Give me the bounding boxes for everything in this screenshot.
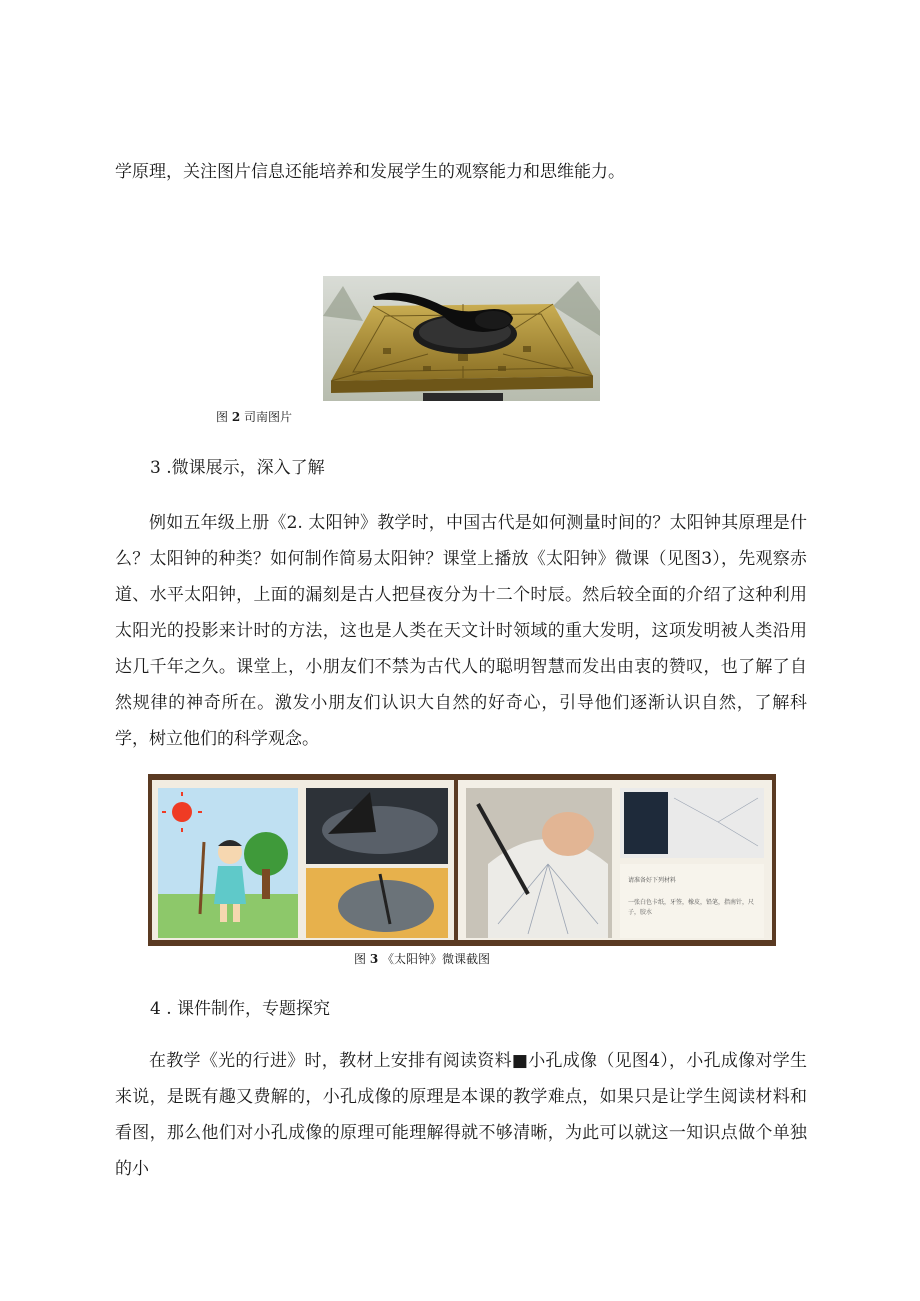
- sinan-photo: [323, 276, 600, 401]
- figure-3-caption: [354, 951, 490, 967]
- caption-number: 2: [231, 410, 241, 424]
- sinan-illustration: [323, 276, 600, 401]
- video-frames: [148, 774, 776, 946]
- figure-2-caption: [216, 409, 292, 425]
- caption-text: 《太阳钟》微课截图: [382, 952, 491, 966]
- paragraph-sundial: 例如五年级上册《2. 太阳钟》教学时，中国古代是如何测量时间的？太阳钟其原理是什么？太阳钟的种类？如何制作简易太阳钟？课堂上播放《太阳钟》微课（见图3），先观察赤道、水平太阳钟，上面的漏刻是古人把昼夜分为十二个时辰。然后较全面的介绍了这种利用太阳光的投影来计时的方法，这也是人类在天文计时领域的重大发明，这项发明被人类沿用达几千年之久。课堂上，小朋友们不禁为古代人的聪明智慧而发出由衷的赞叹，也了解了自然规律的神奇所在。激发小朋友们认识大自然的好奇心，引导他们逐渐认识自然，了解科学，树立他们的科学观念。: [115, 513, 807, 749]
- caption-prefix: 图: [216, 410, 229, 424]
- paragraph-continuation: 学原理，关注图片信息还能培养和发展学生的观察能力和思维能力。: [115, 162, 625, 182]
- caption-text: 司南图片: [244, 410, 293, 424]
- paragraph-pinhole: 在教学《光的行进》时，教材上安排有阅读资料■小孔成像（见图4），小孔成像对学生来说，是既有趣又费解的，小孔成像的原理是本课的教学难点，如果只是让学生阅读材料和看图，那么他们对小孔成像的原理可能理解得就不够清晰，为此可以就这一知识点做个单独的小: [115, 1051, 807, 1179]
- sundial-video-screenshot: [148, 774, 776, 946]
- section-heading-4: 4 . 课件制作，专题探究: [150, 999, 331, 1019]
- video-material-title: 请准备好下列材料: [628, 877, 677, 884]
- section-heading-3: 3 .微课展示，深入了解: [150, 458, 325, 478]
- caption-prefix: 图: [354, 952, 367, 966]
- caption-number: 3: [369, 952, 379, 966]
- video-material-list: 一张白色卡纸，牙签，橡皮，铅笔，指南针，尺子，胶水: [628, 899, 755, 916]
